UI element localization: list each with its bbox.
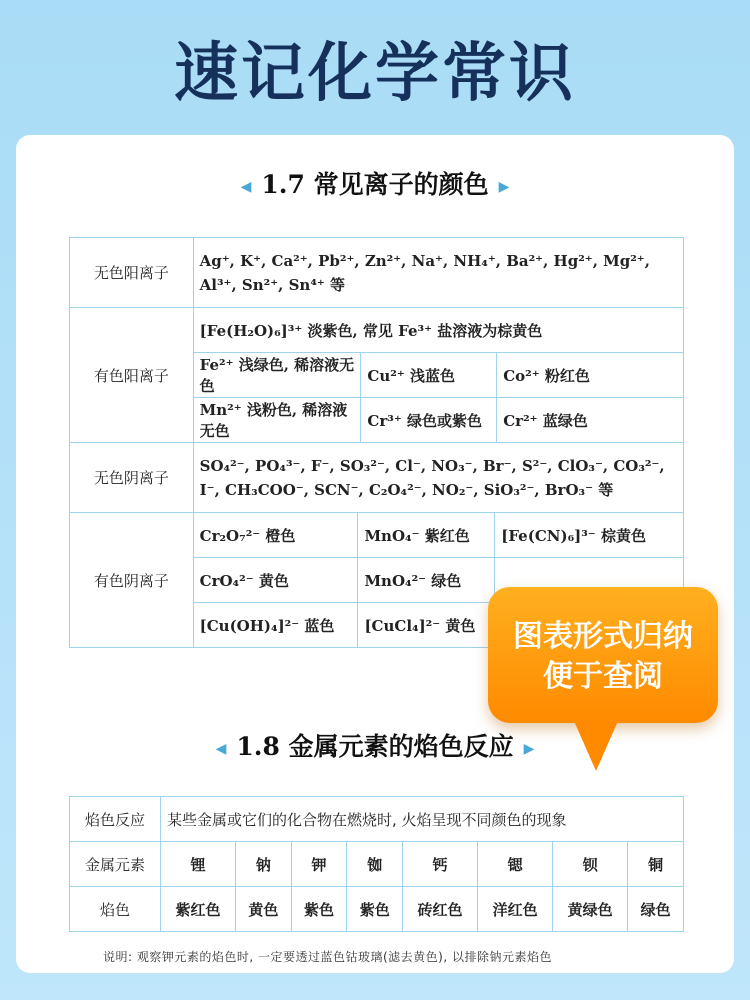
- color-cell: 绿色: [628, 887, 684, 932]
- row-header: 有色阴离子: [70, 513, 194, 648]
- table-cell: Cr²⁺ 蓝绿色: [497, 398, 684, 443]
- page-title: 速记化学常识: [174, 37, 576, 111]
- table-cell: MnO₄⁻ 紫红色: [358, 513, 495, 558]
- table-cell: [Fe(CN)₆]³⁻ 棕黄色: [495, 513, 684, 558]
- section-heading-ion-colors: ◀ 1.7 常见离子的颜色 ▶: [240, 170, 510, 199]
- left-arrow-icon: ◀: [215, 740, 227, 757]
- callout-line: 图表形式归纳: [513, 619, 693, 654]
- flame-color-table: [69, 796, 684, 932]
- element-cell: 锂: [161, 842, 236, 887]
- table-cell: CrO₄²⁻ 黄色: [193, 558, 358, 603]
- row-header: 无色阳离子: [70, 238, 194, 308]
- callout-bubble: [488, 587, 718, 723]
- table-cell: [Cu(OH)₄]²⁻ 蓝色: [193, 603, 358, 648]
- table-cell: Cu²⁺ 浅蓝色: [361, 353, 497, 398]
- table-cell: Ag⁺, K⁺, Ca²⁺, Pb²⁺, Zn²⁺, Na⁺, NH₄⁺, Ba²⁺, Hg²⁺, Mg²⁺, Al³⁺, Sn²⁺, Sn⁴⁺ 等: [193, 238, 683, 308]
- right-arrow-icon: ▶: [498, 178, 510, 195]
- table-cell: SO₄²⁻, PO₄³⁻, F⁻, SO₃²⁻, Cl⁻, NO₃⁻, Br⁻, S²⁻, ClO₃⁻, CO₃²⁻, I⁻, CH₃COO⁻, SCN⁻, C₂O₄²⁻, NO₂⁻, SiO₃²⁻, BrO₃⁻ 等: [193, 443, 683, 513]
- left-arrow-icon: ◀: [240, 178, 252, 195]
- color-cell: 砖红色: [403, 887, 478, 932]
- row-header: 金属元素: [70, 842, 161, 887]
- element-cell: 铜: [628, 842, 684, 887]
- callout-line: 便于查阅: [543, 659, 663, 694]
- color-cell: 紫色: [347, 887, 403, 932]
- color-cell: 紫色: [291, 887, 347, 932]
- table-cell: Cr₂O₇²⁻ 橙色: [193, 513, 358, 558]
- color-cell: 黄色: [236, 887, 292, 932]
- row-header: 焰色反应: [70, 797, 161, 842]
- table-cell: 某些金属或它们的化合物在燃烧时, 火焰呈现不同颜色的现象: [161, 797, 684, 842]
- table-cell: [CuCl₄]²⁻ 黄色: [358, 603, 495, 648]
- element-cell: 铷: [347, 842, 403, 887]
- element-cell: 钠: [236, 842, 292, 887]
- color-cell: 紫红色: [161, 887, 236, 932]
- element-cell: 钡: [553, 842, 628, 887]
- table-cell: Cr³⁺ 绿色或紫色: [361, 398, 497, 443]
- row-header: 焰色: [70, 887, 161, 932]
- element-cell: 钾: [291, 842, 347, 887]
- color-cell: 洋红色: [478, 887, 553, 932]
- element-cell: 锶: [478, 842, 553, 887]
- table-cell: Fe²⁺ 浅绿色, 稀溶液无色: [193, 353, 361, 398]
- table-cell: Mn²⁺ 浅粉色, 稀溶液无色: [193, 398, 361, 443]
- row-header: 有色阳离子: [70, 308, 194, 443]
- footnote: 说明: 观察钾元素的焰色时, 一定要透过蓝色钴玻璃(滤去黄色), 以排除钠元素焰色: [103, 950, 552, 964]
- element-cell: 钙: [403, 842, 478, 887]
- table-cell: [Fe(H₂O)₆]³⁺ 淡紫色, 常见 Fe³⁺ 盐溶液为棕黄色: [193, 308, 683, 353]
- right-arrow-icon: ▶: [523, 740, 535, 757]
- section-heading-flame-colors: ◀ 1.8 金属元素的焰色反应 ▶: [215, 732, 535, 761]
- table-cell: Co²⁺ 粉红色: [497, 353, 684, 398]
- table-cell: MnO₄²⁻ 绿色: [358, 558, 495, 603]
- color-cell: 黄绿色: [553, 887, 628, 932]
- row-header: 无色阴离子: [70, 443, 194, 513]
